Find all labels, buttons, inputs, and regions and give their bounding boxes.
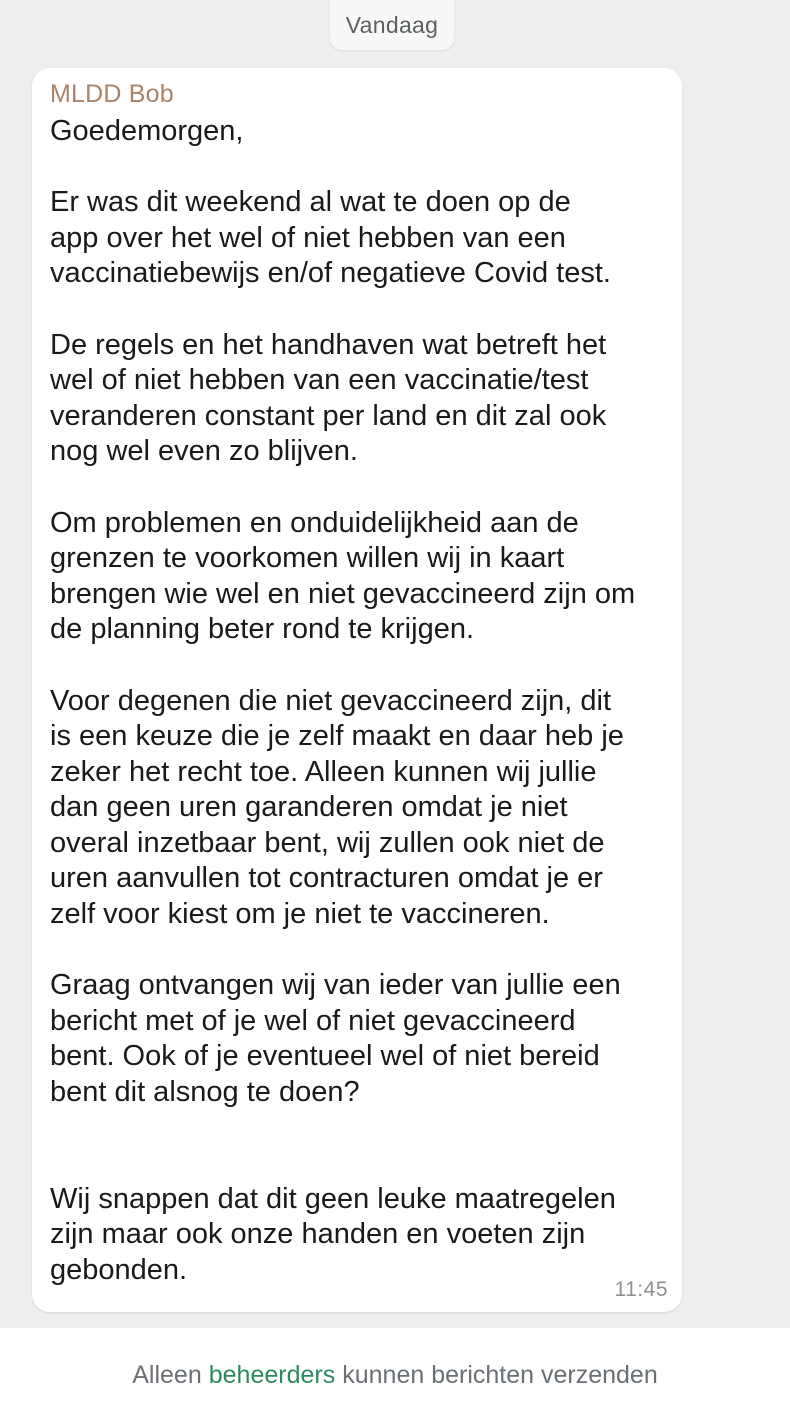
notice-suffix: kunnen berichten verzenden (342, 1360, 658, 1389)
sender-name[interactable]: MLDD Bob (50, 80, 174, 108)
admin-only-notice (0, 1328, 790, 1422)
message-timestamp: 11:45 (614, 1278, 668, 1301)
date-separator: Vandaag (330, 0, 454, 50)
message-bubble[interactable] (32, 68, 682, 1312)
message-text: Goedemorgen, Er was dit weekend al wat te doen op de app over het wel of niet hebben van een vaccinatiebewijs en/of negatieve Covid test. De regels en het handhaven wat betreft het wel of niet hebben van een vaccinatie/test veranderen constant per land en dit zal ook nog wel even zo blijven. Om problemen en onduidelijkheid aan de grenzen te voorkomen willen wij in kaart brengen wie wel en niet gevaccineerd zijn om de planning beter rond te krijgen. Voor degenen die niet gevaccineerd zijn, dit is een keuze die je zelf maakt en daar heb je zeker het recht toe. Alleen kunnen wij jullie dan geen uren garanderen omdat je niet overal inzetbaar bent, wij zullen ook niet de uren aanvullen tot contracturen omdat je er zelf voor kiest om je niet te vaccineren. Graag ontvangen wij van ieder van jullie een bericht met of je wel of niet gevaccineerd bent. Ook of je eventueel wel of niet bereid bent dit alsnog te doen? Wij snappen dat dit geen leuke maatregelen zijn maar ook onze handen en voeten zijn gebonden. (50, 115, 636, 1286)
notice-prefix: Alleen (132, 1360, 202, 1389)
admins-link[interactable]: beheerders (208, 1360, 336, 1389)
